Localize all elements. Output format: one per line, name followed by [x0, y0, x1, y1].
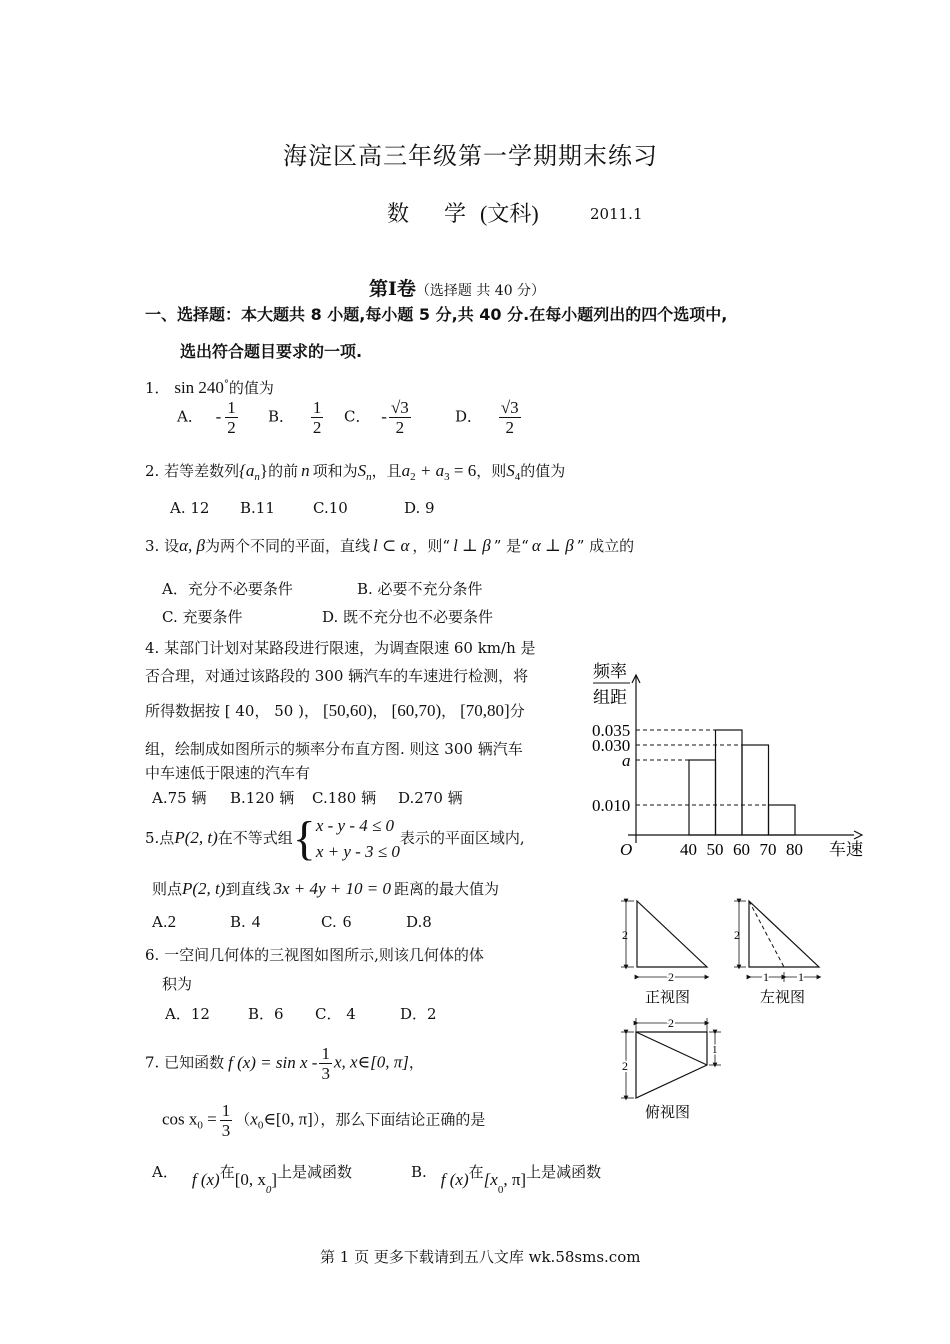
math: P(2, t) — [182, 879, 226, 898]
option-letter: B. — [411, 1163, 427, 1181]
fraction — [225, 398, 238, 437]
text: 表示的平面区域内, — [399, 829, 525, 847]
three-views-diagram — [612, 895, 837, 1130]
text: ，则 — [476, 462, 507, 480]
question-1-option-a — [177, 398, 238, 437]
side-width-label-left: 1 — [763, 970, 769, 984]
top-view-label: 俯视图 — [645, 1105, 691, 1121]
fraction — [499, 398, 521, 437]
question-6-option-a: A．12 — [165, 1005, 210, 1023]
volume-note: （选择题 共 40 分） — [415, 283, 546, 299]
text: 的值为 — [520, 462, 566, 480]
x-axis-arrow — [854, 831, 862, 839]
inequality: x + y - 3 ≤ 0 — [315, 842, 400, 861]
question-3-option-b: B. 必要不充分条件 — [357, 580, 483, 598]
math: , π] — [503, 1170, 527, 1189]
denominator: 3 — [321, 1064, 330, 1083]
question-4-option-b: B.120 辆 — [230, 789, 295, 807]
math: P(2, t) — [174, 828, 218, 847]
math: } — [259, 461, 269, 480]
text: 的前 — [268, 462, 299, 480]
question-5-option-c — [321, 908, 351, 936]
question-7-stem — [145, 1044, 424, 1083]
text: 距离的最大值为 — [393, 880, 499, 898]
inequality: x - y - 4 ≤ 0 — [315, 816, 395, 835]
question-5-option-a — [152, 908, 176, 936]
question-4-option-d: D.270 辆 — [398, 789, 463, 807]
math: α, β — [179, 536, 205, 555]
question-4-line5: 中车速低于限速的汽车有 — [145, 764, 311, 782]
histogram-bar — [769, 805, 796, 835]
math: = 6 — [449, 461, 477, 480]
interval: [70,80] — [460, 701, 510, 720]
text: 5.点 — [145, 829, 175, 847]
question-1-option-c — [344, 398, 411, 437]
numerator: √3 — [500, 398, 519, 417]
text: 7. 已知函数 — [145, 1053, 225, 1072]
text: 为两个不同的平面，直线 — [204, 537, 370, 555]
histogram-bar — [716, 730, 743, 835]
option-letter: D． — [455, 407, 483, 426]
text: 上是减函数 — [526, 1163, 602, 1181]
question-4-line1: 4. 某部门计划对某路段进行限速，为调查限速 60 km/h 是 — [145, 639, 536, 657]
text: 则点 — [152, 880, 183, 898]
x-tick-label: 80 — [786, 840, 803, 859]
question-3-option-c: C. 充要条件 — [162, 608, 243, 626]
option-letter: A. — [152, 913, 168, 931]
interval: [60,70) — [391, 701, 442, 720]
option-letter: C． — [344, 407, 371, 426]
top-view — [621, 1016, 721, 1121]
question-2-stem — [145, 457, 565, 491]
math: [0, x — [234, 1170, 266, 1189]
y-tick-label: 0.030 — [592, 736, 631, 755]
y-tick-label: a — [622, 751, 631, 770]
numerator: 1 — [227, 398, 236, 417]
section-instruction-line2: 选出符合题目要求的一项. — [180, 342, 363, 361]
math: f (x) = sin x - — [228, 1052, 318, 1072]
text: 到直线 — [225, 880, 271, 898]
question-3-stem — [145, 532, 634, 560]
math: l ⊥ β — [453, 536, 491, 555]
minus-sign: - — [381, 406, 387, 426]
question-3-option-d: D. 既不充分也不必要条件 — [322, 608, 494, 626]
side-height-label: 2 — [734, 928, 740, 942]
option-value: 2 — [167, 912, 177, 931]
subject-type: (文科) — [480, 201, 539, 226]
fraction — [389, 398, 411, 437]
text: 3. 设 — [145, 537, 180, 555]
numerator: 1 — [221, 1101, 231, 1120]
question-5-line2 — [152, 875, 499, 903]
brace-icon: { — [292, 812, 316, 865]
question-6-option-b: B．6 — [248, 1005, 284, 1023]
question-2-option-c: C.10 — [313, 499, 348, 517]
front-view — [621, 901, 707, 1006]
degree-sign: ° — [223, 379, 229, 390]
denominator: 2 — [312, 418, 322, 437]
option-letter: A． — [177, 407, 203, 426]
fraction — [220, 1101, 233, 1140]
math: [x — [483, 1170, 498, 1189]
question-1-number: 1． — [145, 379, 170, 397]
subscript: 0 — [497, 1184, 504, 1196]
denominator: 3 — [221, 1121, 231, 1140]
text: 在 — [468, 1163, 484, 1181]
math: ] — [271, 1170, 278, 1189]
text: 在不等式组 — [217, 829, 293, 847]
subscript: 3 — [444, 471, 450, 483]
numerator: 1 — [312, 398, 322, 417]
denominator: 2 — [395, 418, 405, 437]
question-1-text: 的值为 — [228, 379, 274, 397]
math: 3x + 4y + 10 = 0 — [273, 879, 391, 898]
math: a — [401, 461, 411, 480]
subscript: 0 — [197, 1119, 203, 1132]
text: ， — [441, 702, 457, 720]
question-5-option-d: D.8 — [406, 913, 432, 931]
math: = — [202, 1109, 217, 1129]
question-4-option-c: C.180 辆 — [312, 789, 377, 807]
math: f (x) — [440, 1170, 469, 1189]
question-7-option-a — [152, 1158, 353, 1196]
exam-date: 2011.1 — [590, 205, 643, 223]
inequality-system — [316, 813, 400, 865]
question-6-line2: 积为 — [162, 975, 193, 993]
question-2-option-d: D. 9 — [404, 499, 435, 517]
y-tick-label: 0.035 — [592, 721, 631, 740]
text: ， — [372, 702, 388, 720]
subject-name: 数 学 — [387, 202, 480, 227]
text: 在 — [219, 1163, 235, 1181]
question-5-stem — [145, 813, 525, 865]
question-4-option-a: A.75 辆 — [152, 789, 207, 807]
subscript: n — [366, 471, 372, 483]
text: 项和为 — [312, 462, 358, 480]
top-height-label: 2 — [622, 1059, 628, 1073]
subscript: n — [254, 471, 260, 483]
question-3-option-a: A．充分不必要条件 — [162, 580, 293, 598]
math: n — [301, 461, 310, 480]
x-tick-label: 70 — [759, 840, 777, 859]
front-width-label: 2 — [668, 970, 674, 984]
question-4-line2: 否合理，对通过该路段的 300 辆汽车的车速进行检测，将 — [145, 667, 529, 685]
volume-heading — [369, 274, 545, 301]
origin-label: O — [620, 840, 633, 859]
fraction — [319, 1044, 332, 1083]
text: ” 成立的 — [576, 537, 635, 555]
page-footer: 第 1 页 更多下载请到五八文库 wk.58sms.com — [320, 1248, 641, 1266]
x-tick-label: 40 — [680, 840, 697, 859]
text: ，则“ — [412, 537, 451, 555]
option-letter: A． — [152, 1163, 178, 1181]
question-1-option-d — [455, 398, 521, 437]
question-5-option-b — [230, 908, 260, 936]
histogram-bar — [742, 745, 769, 835]
question-4-line3 — [145, 697, 525, 725]
question-6-line1: 6. 一空间几何体的三视图如图所示,则该几何体的体 — [145, 946, 484, 964]
question-6-option-c: C． 4 — [315, 1005, 356, 1023]
subject-title — [387, 197, 539, 228]
option-letter: C. — [321, 913, 337, 931]
denominator: 2 — [505, 418, 514, 437]
histogram-bar — [689, 760, 716, 835]
y-axis-label-top: 频率 — [593, 662, 627, 681]
question-2-option-b: B.11 — [240, 499, 275, 517]
subscript: 0 — [257, 1119, 264, 1132]
option-value: 6 — [342, 912, 352, 931]
text: 2. 若等差数列 — [145, 462, 240, 480]
question-1-option-b — [268, 398, 323, 437]
front-height-label: 2 — [622, 928, 628, 942]
fraction — [311, 398, 324, 437]
side-width-label-right: 1 — [798, 970, 804, 984]
interval: [50,60) — [322, 701, 373, 720]
text: （ — [235, 1110, 251, 1129]
math: cos x — [162, 1109, 198, 1129]
y-axis-label-bottom: 组距 — [593, 688, 627, 707]
frequency-histogram — [586, 655, 876, 865]
numerator: 1 — [321, 1044, 330, 1063]
text: 所得数据按 [ 40， 50 )， — [145, 702, 319, 720]
denominator: 2 — [227, 418, 236, 437]
question-4-line4: 组，绘制成如图所示的频率分布直方图. 则这 300 辆汽车 — [145, 740, 523, 758]
x-axis-label: 车速 — [829, 840, 863, 859]
math: ∈[0, π] — [263, 1109, 313, 1129]
volume-label: 第Ⅰ卷 — [369, 278, 416, 300]
question-7-option-b — [411, 1158, 602, 1196]
numerator: √3 — [390, 398, 409, 417]
question-2-option-a: A. 12 — [170, 499, 210, 517]
question-7-condition — [162, 1101, 485, 1140]
x-tick-label: 50 — [706, 840, 724, 859]
x-tick-label: 60 — [733, 840, 750, 859]
text: 分 — [509, 702, 525, 720]
subscript: 4 — [514, 471, 521, 483]
subscript: 0 — [265, 1184, 272, 1196]
y-tick-label: 0.010 — [592, 796, 631, 815]
page-title: 海淀区高三年级第一学期期末练习 — [283, 142, 658, 170]
option-letter: B． — [268, 407, 295, 426]
math: {a — [239, 461, 255, 480]
question-1-expr: sin 240 — [174, 378, 224, 397]
top-width-label: 2 — [668, 1016, 674, 1030]
text: ），那么下面结论正确的是 — [312, 1110, 486, 1129]
math: l ⊂ α — [373, 536, 410, 555]
math: α ⊥ β — [531, 536, 574, 555]
minus-sign: - — [215, 406, 222, 426]
side-view — [734, 901, 819, 1006]
section-instruction-line1: 一、选择题：本大题共 8 小题,每小题 5 分,共 40 分.在每小题列出的四个选项中, — [145, 305, 728, 324]
top-side-label: 1 — [712, 1044, 718, 1056]
option-letter: B. — [230, 913, 246, 931]
math: S — [506, 461, 515, 480]
text: ” 是“ — [493, 537, 529, 555]
option-value: 4 — [251, 912, 261, 931]
question-6-option-d: D．2 — [400, 1005, 437, 1023]
math: x, x∈[0, π] — [333, 1052, 409, 1072]
subscript: 2 — [410, 471, 416, 483]
math: + a — [415, 461, 445, 480]
side-view-label: 左视图 — [760, 990, 806, 1006]
math: x — [250, 1109, 258, 1129]
text: ， — [408, 1053, 424, 1072]
text: ，且 — [371, 462, 402, 480]
math: f (x) — [191, 1170, 220, 1189]
math: S — [357, 461, 367, 480]
text: 上是减函数 — [277, 1163, 353, 1181]
front-view-label: 正视图 — [645, 990, 691, 1006]
